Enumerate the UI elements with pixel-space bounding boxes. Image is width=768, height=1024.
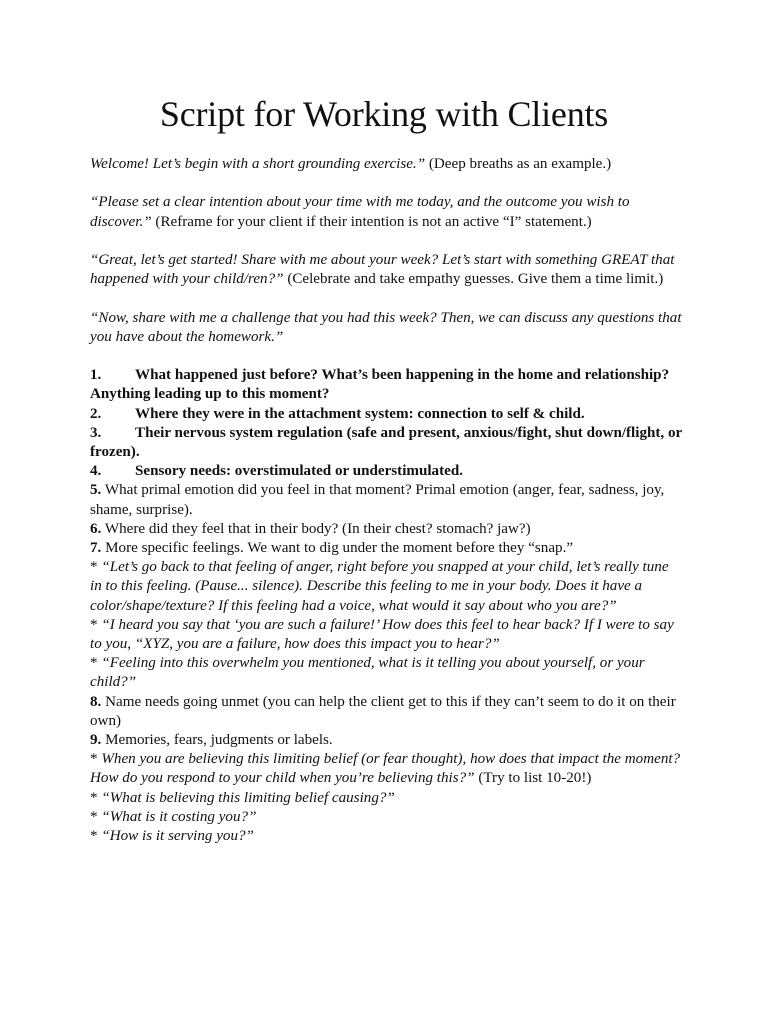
- sub-item: [90, 654, 682, 692]
- sub-item-quote: “What is it costing you?”: [101, 808, 257, 825]
- sub-item-quote: When you are believing this limiting belief (or fear thought), how does that impact the moment? How do you respond to your child when you’re believing this?”: [90, 751, 681, 787]
- item-text: Name needs going unmet (you can help the client get to this if they can’t seem to do it on their own): [90, 693, 676, 729]
- sub-item-quote: “Feeling into this overwhelm you mentioned, what is it telling you about yourself, or your child?”: [90, 655, 645, 691]
- item-number: 1.: [90, 367, 102, 384]
- sub-item-note: (Try to list 10-20!): [474, 770, 592, 787]
- bullet-star: *: [90, 751, 102, 768]
- list-item: [90, 539, 682, 558]
- intention-quote: “Please set a clear intention about your time with me today, and the outcome you wish to discover.”: [90, 194, 630, 230]
- bullet-star: *: [90, 559, 102, 576]
- bullet-star: *: [90, 828, 102, 845]
- list-item: [90, 405, 682, 424]
- item-text: Where did they feel that in their body? (In their chest? stomach? jaw?): [101, 520, 531, 537]
- intention-paragraph: [90, 193, 682, 231]
- bullet-star: *: [90, 789, 102, 806]
- bullet-star: *: [90, 655, 102, 672]
- item-text: More specific feelings. We want to dig under the moment before they “snap.”: [101, 540, 574, 556]
- page-title: Script for Working with Clients: [159, 94, 609, 134]
- sub-item-quote: “Let’s go back to that feeling of anger, right before you snapped at your child, let’s really tune in to this feeling. (Pause... silence). Describe this feeling to me in your body. Does it have a color/shape/texture? If this feeling had a voice, what would it say about who you are?”: [90, 559, 669, 614]
- item-number: 5.: [90, 482, 102, 499]
- list-item: [90, 693, 682, 731]
- item-number: 3.: [90, 424, 102, 441]
- sub-item: [90, 558, 682, 616]
- great-paragraph: [90, 251, 682, 289]
- item-number: 6.: [90, 520, 102, 537]
- great-quote: “Great, let’s get started! Share with me about your week? Let’s start with something GREAT that happened with your child/ren?”: [90, 251, 675, 288]
- item-number: 2.: [90, 405, 102, 422]
- sub-item-quote: “What is believing this limiting belief causing?”: [101, 789, 395, 806]
- item-number: 7.: [90, 540, 102, 556]
- item-text: Where they were in the attachment system: connection to self & child.: [135, 405, 585, 422]
- welcome-note: (Deep breaths as an example.): [425, 156, 612, 172]
- item-number: 9.: [90, 732, 102, 749]
- welcome-paragraph: [90, 155, 682, 174]
- bullet-star: *: [90, 808, 102, 825]
- item-number: 4.: [90, 463, 102, 480]
- bullet-star: *: [90, 616, 102, 633]
- sub-item: [90, 750, 682, 788]
- list-item: [90, 462, 682, 481]
- great-note: (Celebrate and take empathy guesses. Give them a time limit.): [283, 271, 664, 288]
- item-number: 8.: [90, 693, 102, 710]
- list-item: [90, 366, 682, 404]
- sub-item: [90, 789, 682, 808]
- document-body: [90, 155, 682, 846]
- sub-item: [90, 827, 682, 846]
- welcome-quote: Welcome! Let’s begin with a short grounding exercise.”: [90, 156, 426, 172]
- sub-item-quote: “I heard you say that ‘you are such a failure!’ How does this feel to hear back? If I were to say to you, “XYZ, you are a failure, how does this impact you to hear?”: [90, 616, 674, 653]
- item-text: What happened just before? What’s been happening in the home and relationship? Anything leading up to this moment?: [90, 367, 670, 403]
- item-text: What primal emotion did you feel in that moment? Primal emotion (anger, fear, sadness, joy, shame, surprise).: [90, 482, 665, 518]
- item-text: Their nervous system regulation (safe and present, anxious/fight, shut down/flight, or frozen).: [90, 424, 682, 460]
- list-item: [90, 424, 682, 462]
- item-text: Memories, fears, judgments or labels.: [101, 732, 333, 749]
- list-item: [90, 731, 682, 750]
- sub-item: [90, 616, 682, 654]
- item-text: Sensory needs: overstimulated or understimulated.: [135, 463, 464, 480]
- challenge-paragraph: [90, 309, 682, 347]
- challenge-quote: “Now, share with me a challenge that you had this week? Then, we can discuss any questions that you have about the homework.”: [90, 309, 682, 345]
- list-item: [90, 481, 682, 519]
- list-item: [90, 520, 682, 539]
- sub-item: [90, 808, 682, 827]
- intention-note: (Reframe for your client if their intention is not an active “I” statement.): [151, 213, 592, 230]
- sub-item-quote: “How is it serving you?”: [101, 828, 254, 845]
